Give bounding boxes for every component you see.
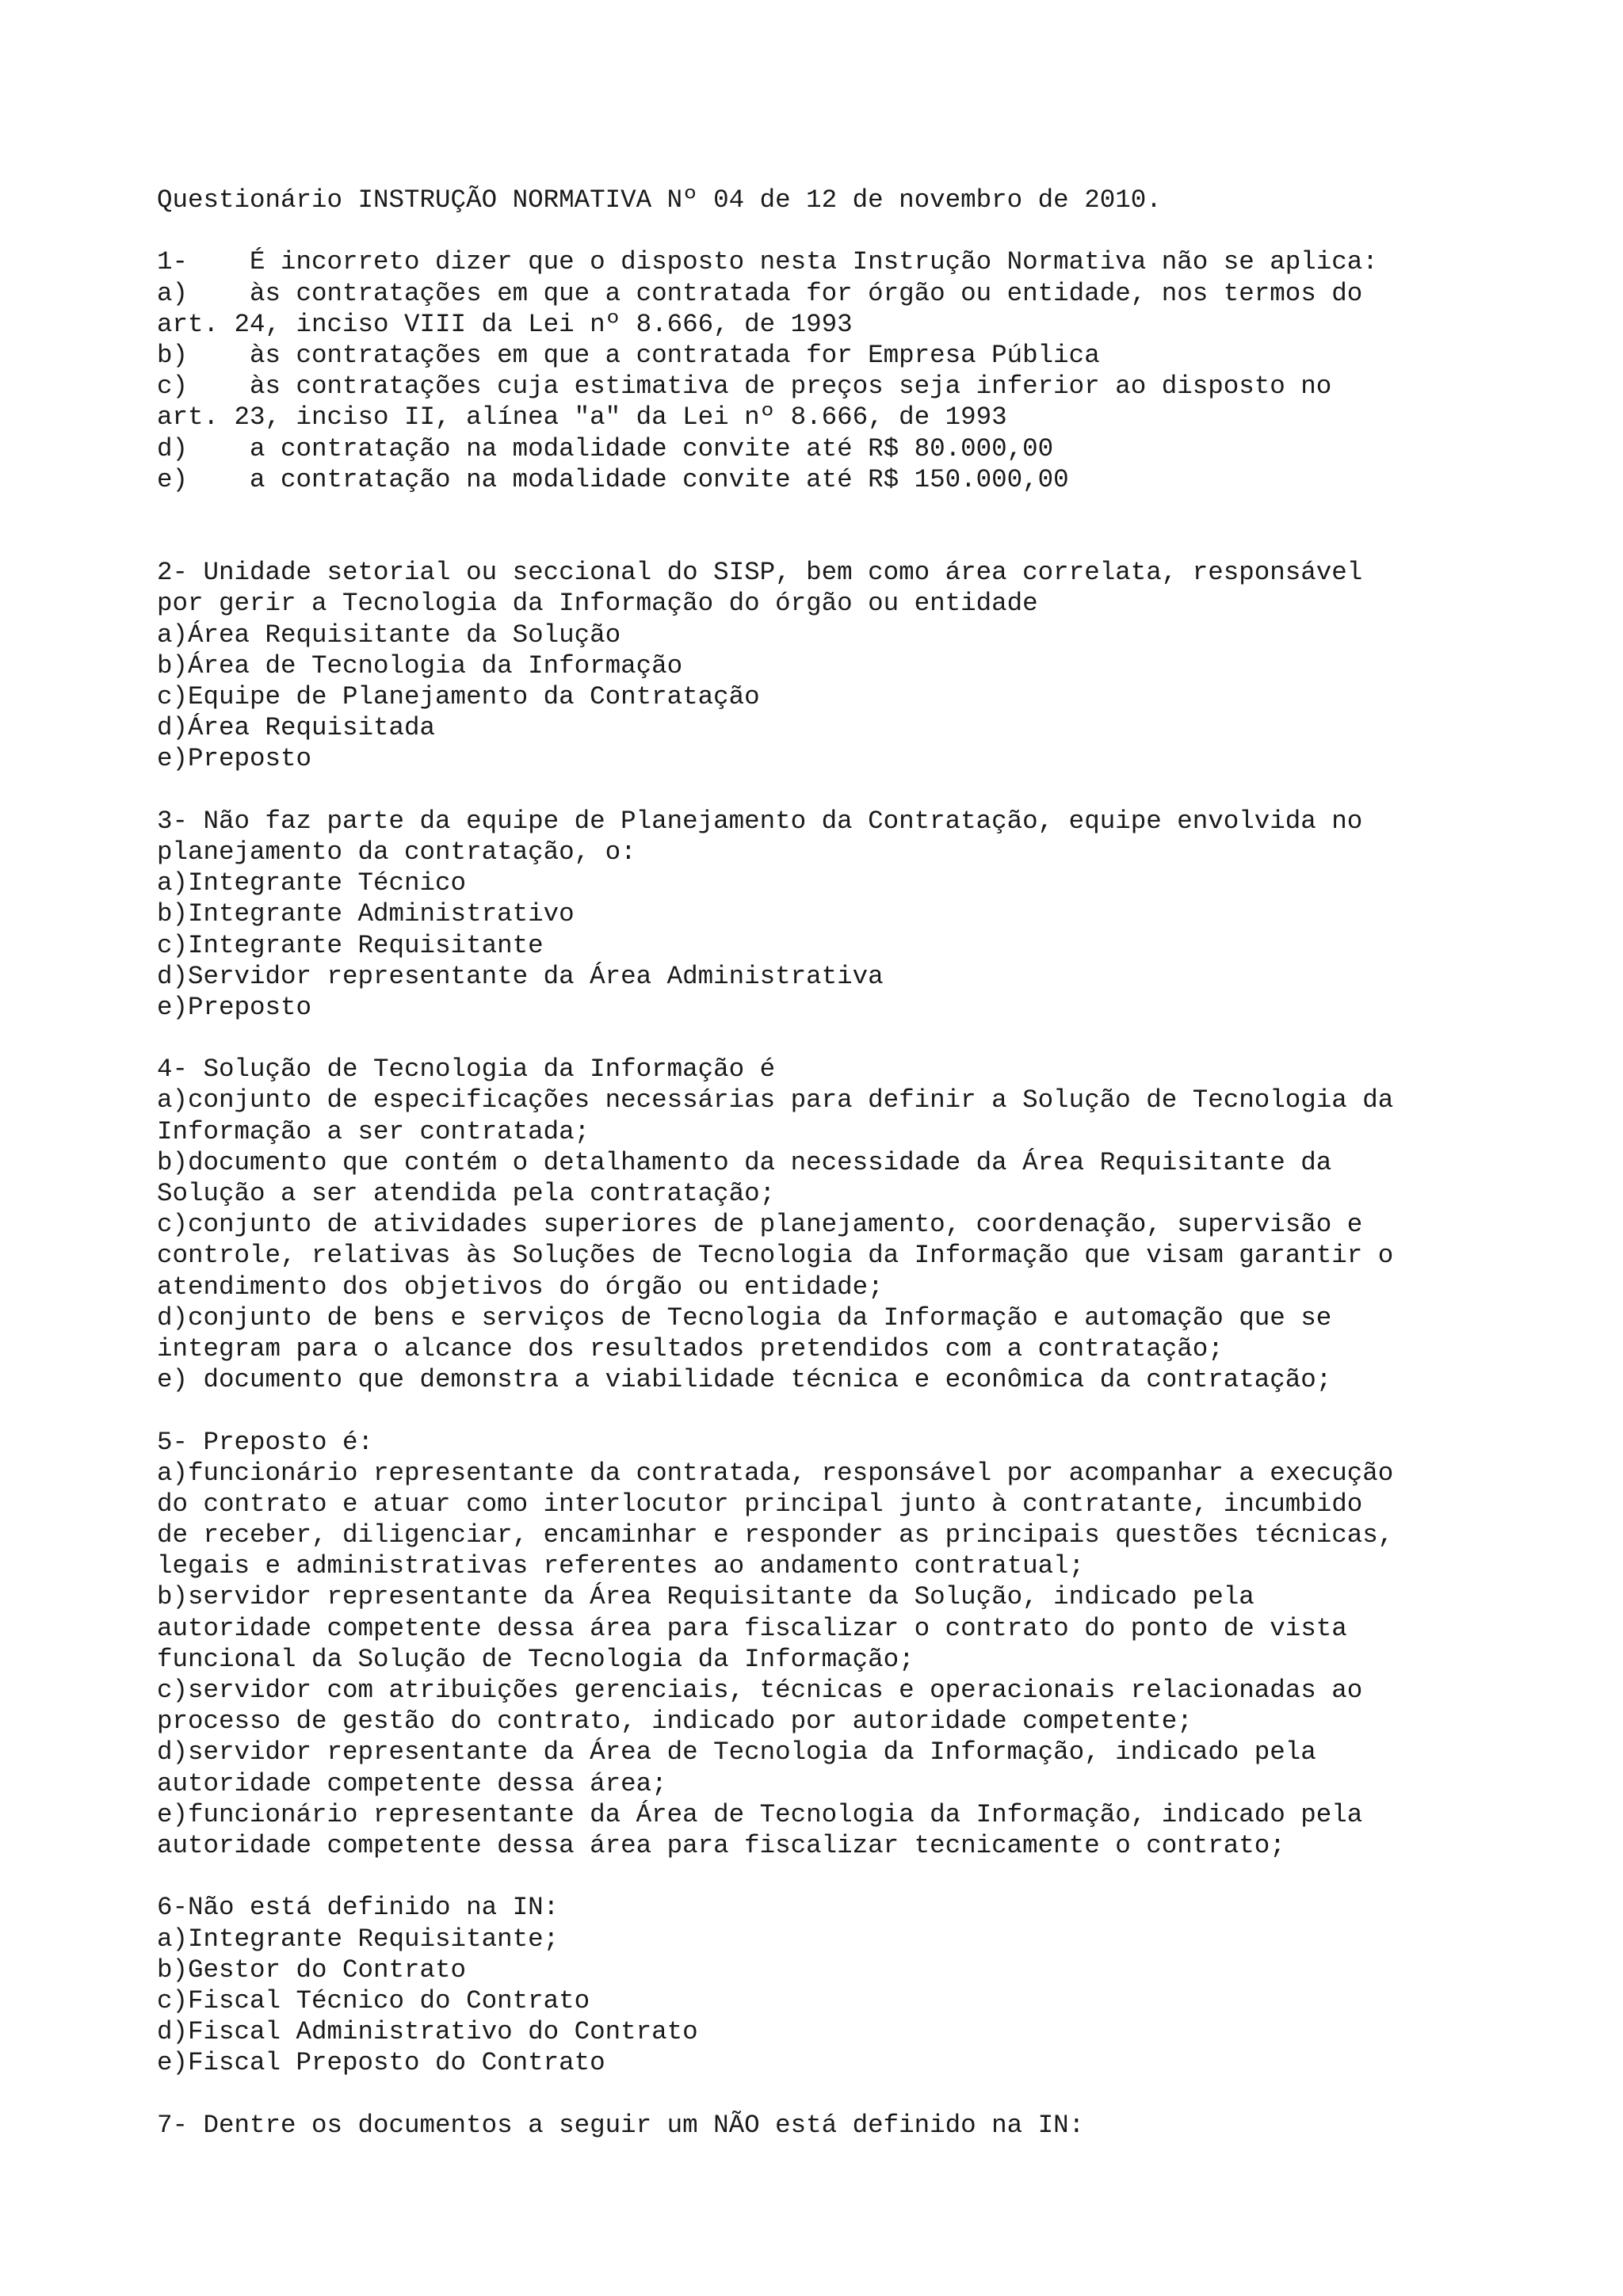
question-4-option-c-cont: controle, relativas às Soluções de Tecnologia da Informação que visam garantir o [157,1241,1394,1271]
question-1-option-c-cont: art. 23, inciso II, alínea "a" da Lei nº 8.666, de 1993 [157,402,1007,433]
question-1-option-d: d) a contratação na modalidade convite até R$ 80.000,00 [157,433,1054,463]
spacer [157,215,1488,246]
question-2 [157,557,1488,774]
question-2-option-d: d)Área Requisitada [157,713,436,743]
question-4-option-d-cont: integram para o alcance dos resultados pretendidos com a contratação; [157,1333,1224,1363]
question-5-option-b-cont: autoridade competente dessa área para fiscalizar o contrato do ponto de vista [157,1613,1347,1643]
question-1-option-a: a) às contratações em que a contratada for órgão ou entidade, nos termos do [157,278,1363,308]
spacer [157,495,1488,557]
question-3-statement: 3- Não faz parte da equipe de Planejamento da Contratação, equipe envolvida no [157,806,1363,836]
question-5-option-e-cont: autoridade competente dessa área para fiscalizar tecnicamente o contrato; [157,1830,1285,1860]
question-5-option-b-cont: funcional da Solução de Tecnologia da Informação; [157,1644,915,1674]
question-5-option-a: a)funcionário representante da contratada, responsável por acompanhar a execução [157,1458,1394,1488]
question-5-option-a-cont: do contrato e atuar como interlocutor principal junto à contratante, incumbido [157,1489,1363,1519]
question-4-option-d: d)conjunto de bens e serviços de Tecnologia da Informação e automação que se [157,1302,1332,1333]
question-6-statement: 6-Não está definido na IN: [157,1893,559,1923]
question-5 [157,1427,1488,1862]
question-3-option-b: b)Integrante Administrativo [157,899,575,929]
question-1-option-e: e) a contratação na modalidade convite até R$ 150.000,00 [157,464,1069,494]
question-6-option-c: c)Fiscal Técnico do Contrato [157,1985,590,2016]
question-5-option-e: e)funcionário representante da Área de Tecnologia da Informação, indicado pela [157,1799,1363,1829]
question-2-statement: 2- Unidade setorial ou seccional do SISP, bem como área correlata, responsável [157,558,1363,588]
question-3 [157,806,1488,1023]
question-4-option-b-cont: Solução a ser atendida pela contratação; [157,1179,776,1209]
question-3-option-e: e)Preposto [157,992,312,1022]
question-1-option-b: b) às contratações em que a contratada for Empresa Pública [157,340,1100,370]
question-5-statement: 5- Preposto é: [157,1427,374,1457]
question-5-option-a-cont: de receber, diligenciar, encaminhar e responder as principais questões técnicas, [157,1520,1394,1550]
question-3-statement-cont: planejamento da contratação, o: [157,837,636,867]
document-title: Questionário INSTRUÇÃO NORMATIVA Nº 04 de 12 de novembro de 2010. [157,185,1162,215]
spacer [157,2078,1488,2109]
question-5-option-d-cont: autoridade competente dessa área; [157,1768,667,1798]
question-6-option-b: b)Gestor do Contrato [157,1955,467,1985]
question-4-option-e: e) documento que demonstra a viabilidade técnica e econômica da contratação; [157,1365,1332,1395]
question-3-option-c: c)Integrante Requisitante [157,930,544,960]
spacer [157,1861,1488,1892]
question-6-option-e: e)Fiscal Preposto do Contrato [157,2048,605,2078]
question-4-option-c-cont: atendimento dos objetivos do órgão ou entidade; [157,1272,884,1302]
question-2-option-c: c)Equipe de Planejamento da Contratação [157,682,760,712]
question-4-option-b: b)documento que contém o detalhamento da necessidade da Área Requisitante da [157,1147,1332,1177]
question-5-option-c-cont: processo de gestão do contrato, indicado por autoridade competente; [157,1707,1193,1737]
question-4 [157,1054,1488,1395]
question-4-option-c: c)conjunto de atividades superiores de planejamento, coordenação, supervisão e [157,1210,1363,1240]
question-4-option-a: a)conjunto de especificações necessárias para definir a Solução de Tecnologia da [157,1085,1394,1116]
question-7-statement: 7- Dentre os documentos a seguir um NÃO está definido na IN: [157,2110,1085,2140]
spacer [157,1023,1488,1054]
spacer [157,1395,1488,1426]
question-2-statement-cont: por gerir a Tecnologia da Informação do órgão ou entidade [157,589,1038,619]
question-2-option-a: a)Área Requisitante da Solução [157,620,621,650]
question-2-option-e: e)Preposto [157,744,312,774]
question-3-option-a: a)Integrante Técnico [157,868,467,898]
question-4-option-a-cont: Informação a ser contratada; [157,1116,590,1146]
document-body [157,185,1488,2141]
question-5-option-c: c)servidor com atribuições gerenciais, técnicas e operacionais relacionadas ao [157,1676,1363,1706]
question-1 [157,246,1488,495]
question-6-option-a: a)Integrante Requisitante; [157,1924,559,1954]
question-6 [157,1892,1488,2078]
question-1-option-c: c) às contratações cuja estimativa de preços seja inferior ao disposto no [157,372,1332,402]
question-6-option-d: d)Fiscal Administrativo do Contrato [157,2017,698,2047]
question-5-option-b: b)servidor representante da Área Requisitante da Solução, indicado pela [157,1582,1254,1612]
question-1-statement: 1- É incorreto dizer que o disposto nesta Instrução Normativa não se aplica: [157,247,1378,277]
question-1-option-a-cont: art. 24, inciso VIII da Lei nº 8.666, de 1993 [157,309,853,339]
question-2-option-b: b)Área de Tecnologia da Informação [157,650,683,681]
question-5-option-d: d)servidor representante da Área de Tecnologia da Informação, indicado pela [157,1737,1316,1768]
question-4-statement: 4- Solução de Tecnologia da Informação é [157,1055,776,1085]
question-7 [157,2110,1488,2141]
question-3-option-d: d)Servidor representante da Área Administrativa [157,961,884,991]
question-5-option-a-cont: legais e administrativas referentes ao andamento contratual; [157,1551,1085,1581]
spacer [157,775,1488,806]
